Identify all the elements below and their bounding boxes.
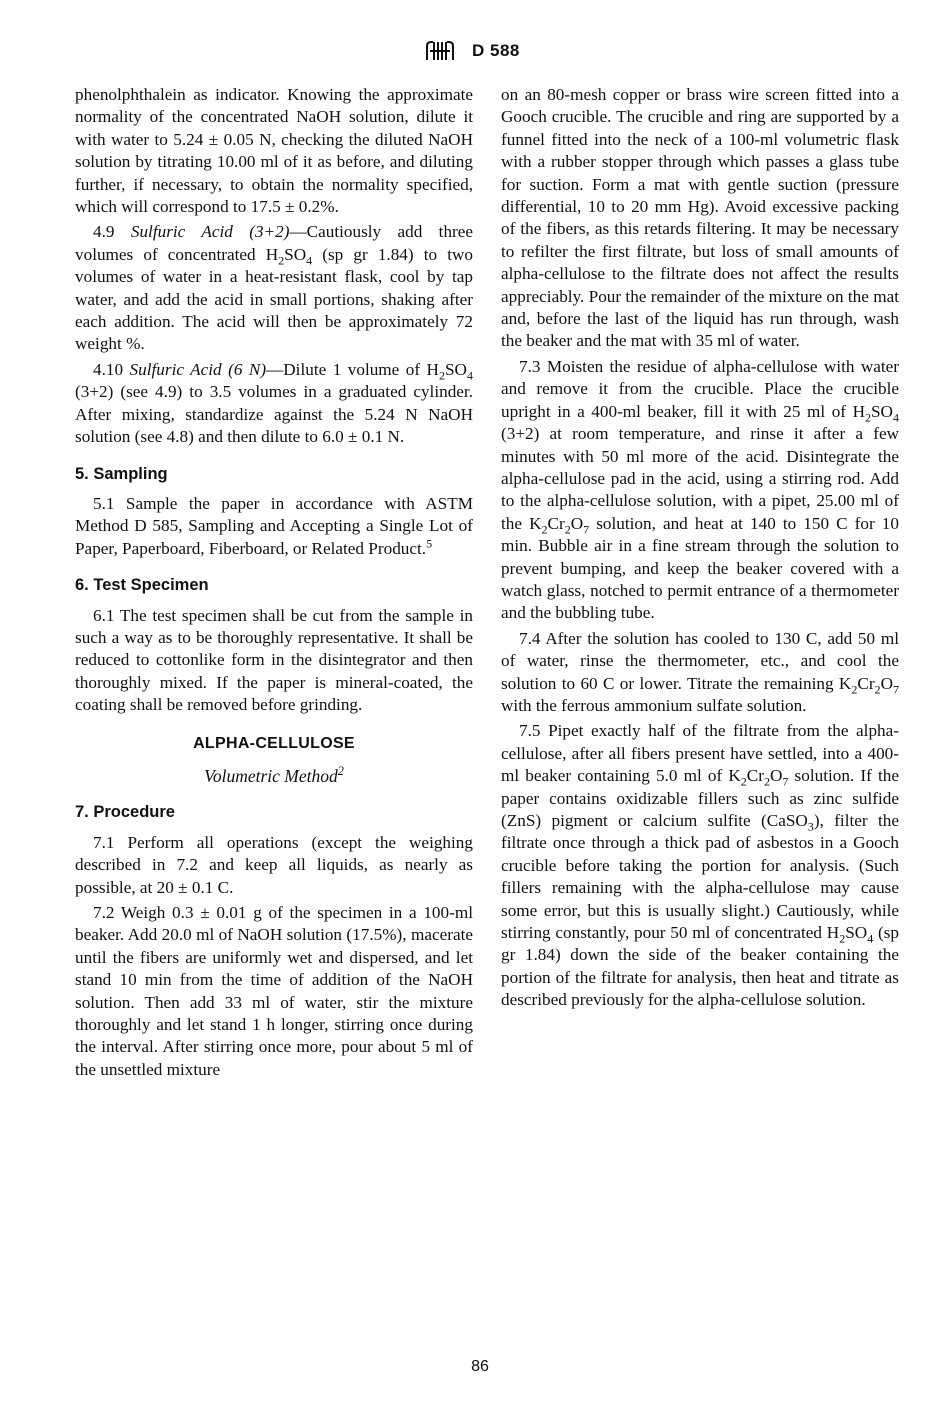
- term-sulfuric-acid: Sulfuric Acid: [129, 359, 222, 379]
- paragraph-7-4: 7.4 After the solution has cooled to 130 C, add 50 ml of water, rinse the thermometer, etc., and cool the solution to 60 C or lower. Titrate the remaining $K_2Cr_2O_7$ with the ferrous ammonium sulfate solution.: [501, 628, 899, 715]
- astm-logo-icon: [420, 40, 460, 62]
- right-column: [501, 84, 899, 1015]
- section-heading-sampling: 5. Sampling: [75, 464, 168, 483]
- paragraph-7-3: 7.3 Moisten the residue of alpha-cellulose with water and remove it from the crucible. Place the crucible upright in a 400-ml beaker, fill it with 25 ml of $H_2SO_4$ (3+2) at room temperature, and rinse it after a few minutes with 50 ml more of the acid. Disintegrate the alpha-cellulose pad in the acid, using a stirring rod. Add to the alpha-cellulose solution, with a pipet, 25.00 ml of the $K_2Cr_2O_7$ solution, and heat at 140 to 150 C for 10 min. Bubble air in a fine stream through the solution to prevent bumping, and keep the beaker covered with a watch glass, notched to permit entrance of a thermometer and the bubbling tube.: [501, 356, 899, 623]
- section-heading-test-specimen: 6. Test Specimen: [75, 576, 209, 595]
- paragraph-continued-left: phenolphthalein as indicator. Knowing the approximate normality of the concentrated NaOH solution, dilute it with water to 5.24 ± 0.05 N, checking the diluted NaOH solution by titrating 10.00 ml of it as before, and diluting further, if necessary, to obtain the normality specified, which will correspond to 17.5 ± 0.2%.: [75, 85, 473, 217]
- term-sulfuric-acid: Sulfuric Acid: [130, 222, 233, 242]
- footnote-marker: 2: [337, 764, 344, 779]
- page-header: [420, 38, 620, 64]
- paragraph-6-1: 6.1 The test specimen shall be cut from the sample in such a way as to be thoroughly representative. It shall be reduced to cottonlike form in the disintegrator and then thoroughly mixed. If the paper is mineral-coated, the coating shall be removed before grinding.: [75, 605, 473, 715]
- paragraph-continued-right: on an 80-mesh copper or brass wire screen fitted into a Gooch crucible. The crucible and ring are supported by a funnel fitted into the neck of a 100-ml volumetric flask with a rubber stopper through which passes a glass tube for suction. Form a mat with gentle suction (pressure differential, 10 to 20 mm Hg). Avoid excessive packing of the fibers, as this retards filtering. It may be necessary to refilter the first filtrate, but loss of small amounts of alpha-cellulose to the filtrate does not affect the results appreciably. Pour the remainder of the mixture on the mat and, before the last of the liquid has run through, wash the beaker and the mat with 35 ml of water.: [501, 85, 899, 351]
- document-number: D 588: [472, 41, 520, 60]
- paragraph-4-10: 4.10 Sulfuric Acid (6 N)—Dilute 1 volume of $H_2SO_4$ (3+2) (see 4.9) to 3.5 volumes in a graduated cylinder. After mixing, standardize against the 5.24 N NaOH solution (see 4.8) and then dilute to 6.0 ± 0.1 N.: [75, 359, 473, 447]
- paragraph-7-1: 7.1 Perform all operations (except the weighing described in 7.2 and keep all liquids, as nearly as possible, at 20 ± 0.1 C.: [75, 832, 473, 897]
- subheading-volumetric-method: Volumetric Method$^2$: [204, 764, 344, 786]
- paragraph-4-9: 4.9 Sulfuric Acid (3+2)—Cautiously add three volumes of concentrated $H_2SO_4$ (sp gr 1.84) to two volumes of water in a heat-resistant flask, cool by tap water, and add the acid in small portions, shaking after each addition. The acid will then be approximately 72 weight %.: [75, 222, 474, 354]
- paragraph-5-1: 5.1 Sample the paper in accordance with ASTM Method D 585, Sampling and Accepting a Single Lot of Paper, Paperboard, Fiberboard, or Related Product.$^5$: [75, 493, 473, 558]
- footnote-marker: 5: [426, 535, 433, 550]
- page-number: 86: [471, 1358, 489, 1375]
- section-heading-procedure: 7. Procedure: [75, 803, 175, 822]
- paragraph-7-2: 7.2 Weigh 0.3 ± 0.01 g of the specimen in a 100-ml beaker. Add 20.0 ml of NaOH solution (17.5%), macerate until the fibers are uniformly wet and dispersed, and let stand 10 min from the time of addition of the NaOH solution. Then add 33 ml of water, stir the mixture thoroughly and let stand 1 h longer, stirring once during the interval. After stirring once more, pour about 5 ml of the unsettled mixture: [75, 903, 473, 1079]
- heading-alpha-cellulose: ALPHA-CELLULOSE: [193, 734, 355, 752]
- paragraph-7-5: 7.5 Pipet exactly half of the filtrate from the alpha-cellulose, after all fibers present have settled, into a 400-ml beaker containing 5.0 ml of $K_2Cr_2O_7$ solution. If the paper contains oxidizable fillers such as zinc sulfide (ZnS) pigment or calcium sulfite (CaSO$_3$), filter the filtrate once through a thick pad of asbestos in a Gooch crucible before taking the portion for analysis. (Such fillers remaining with the alpha-cellulose may cause some error, but this is usually slight.) Cautiously, while stirring constantly, pour 50 ml of concentrated $H_2SO_4$ (sp gr 1.84) down the side of the beaker containing the portion of the filtrate for analysis, then heat and titrate as described previously for the alpha-cellulose solution.: [501, 721, 899, 1010]
- left-column: [75, 84, 473, 1084]
